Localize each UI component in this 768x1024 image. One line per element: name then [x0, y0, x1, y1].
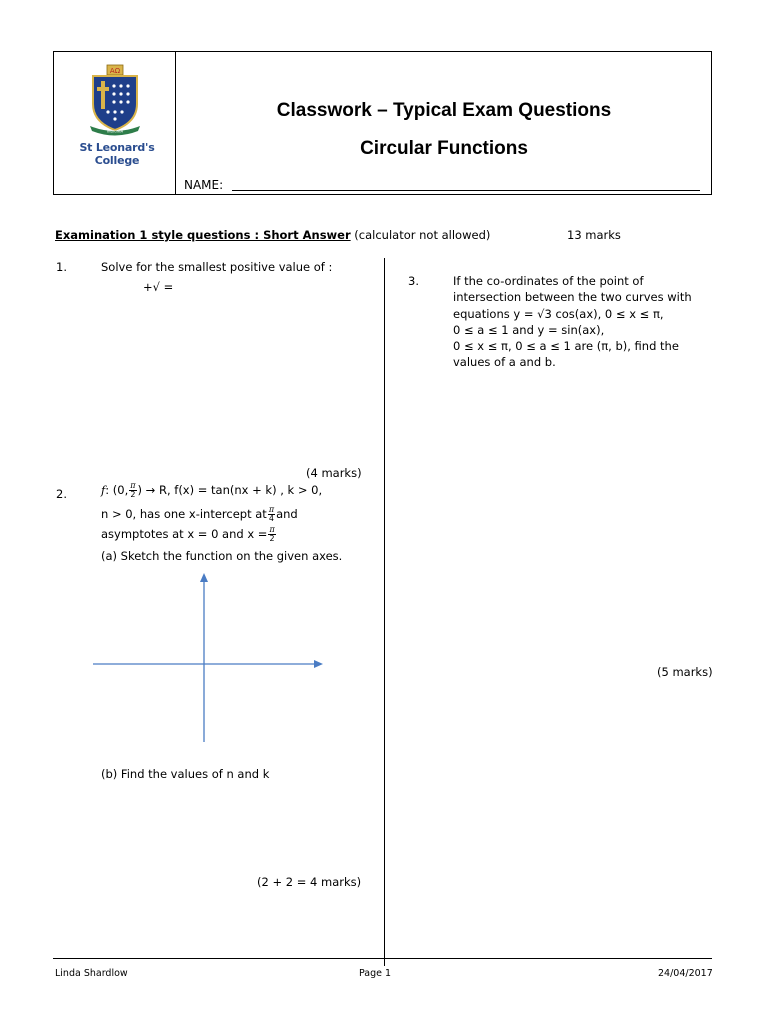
school-name: St Leonard's College [79, 141, 155, 167]
q2-pi-over-2: $\frac{\pi}{2}$ [130, 481, 136, 499]
q2-domain-rest: ) → R, f(x) = tan(nx + k) , k > 0, [137, 483, 323, 497]
q3-line4: 0 ≤ a ≤ 1 and y = sin(ax), [453, 323, 605, 337]
footer-date: 24/04/2017 [658, 968, 713, 979]
q2-function-line [101, 482, 322, 499]
q1-marks: (4 marks) [306, 466, 362, 480]
q1-text: Solve for the smallest positive value of : [101, 260, 333, 274]
school-crest-logo [88, 64, 142, 138]
x-axis-arrow [314, 660, 323, 668]
footer-page: Page 1 [359, 968, 392, 979]
section-heading-row [55, 228, 490, 242]
section-marks: 13 marks [567, 228, 621, 242]
q3-number: 3. [408, 274, 419, 288]
q2-part-b: (b) Find the values of n and k [101, 767, 270, 781]
q3-line5: 0 ≤ x ≤ π, 0 ≤ a ≤ 1 are (π, b), find the [453, 339, 679, 353]
y-axis-arrow [200, 573, 208, 582]
q2-part-a: (a) Sketch the function on the given axes. [101, 549, 343, 563]
q2-f-label: f [101, 483, 106, 497]
q1-number: 1. [56, 260, 67, 274]
q2-domain-open: : (0, [105, 483, 129, 497]
footer-rule [53, 958, 712, 959]
page-subtitle: Circular Functions [360, 138, 528, 159]
q2-pi-over-4: $\frac{\pi}{4}$ [268, 505, 275, 523]
q3-line2: intersection between the two curves with [453, 290, 692, 304]
column-divider [384, 258, 385, 966]
section-note: (calculator not allowed) [354, 228, 491, 242]
q3-line6: values of a and b. [453, 355, 556, 369]
name-field[interactable] [232, 190, 700, 191]
q3-line1: If the co-ordinates of the point of [453, 274, 644, 288]
q2-number: 2. [56, 487, 67, 501]
q3-marks: (5 marks) [657, 665, 713, 679]
q1-equation: +√ = [143, 280, 174, 294]
page-title: Classwork – Typical Exam Questions [276, 100, 612, 121]
q2-marks: (2 + 2 = 4 marks) [257, 875, 362, 889]
q2-pi-over-2-asymptote: $\frac{\pi}{2}$ [269, 525, 275, 543]
q2-axes[interactable] [90, 570, 330, 745]
q3-line3: equations y = √3 cos(ax), 0 ≤ x ≤ π, [453, 307, 664, 321]
name-label: NAME: [184, 178, 224, 192]
q2-line3: asymptotes at x = 0 and x = $\frac{\pi}{2}$ [101, 525, 275, 543]
footer-author: Linda Shardlow [55, 968, 128, 979]
svg-text:ΑΩ: ΑΩ [109, 67, 121, 75]
svg-text:INSIGNIA: INSIGNIA [106, 129, 124, 134]
section-heading: Examination 1 style questions : Short Answer [55, 228, 351, 242]
q2-line2: n > 0, has one x-intercept at $\frac{\pi}{4}$ and [101, 505, 298, 523]
